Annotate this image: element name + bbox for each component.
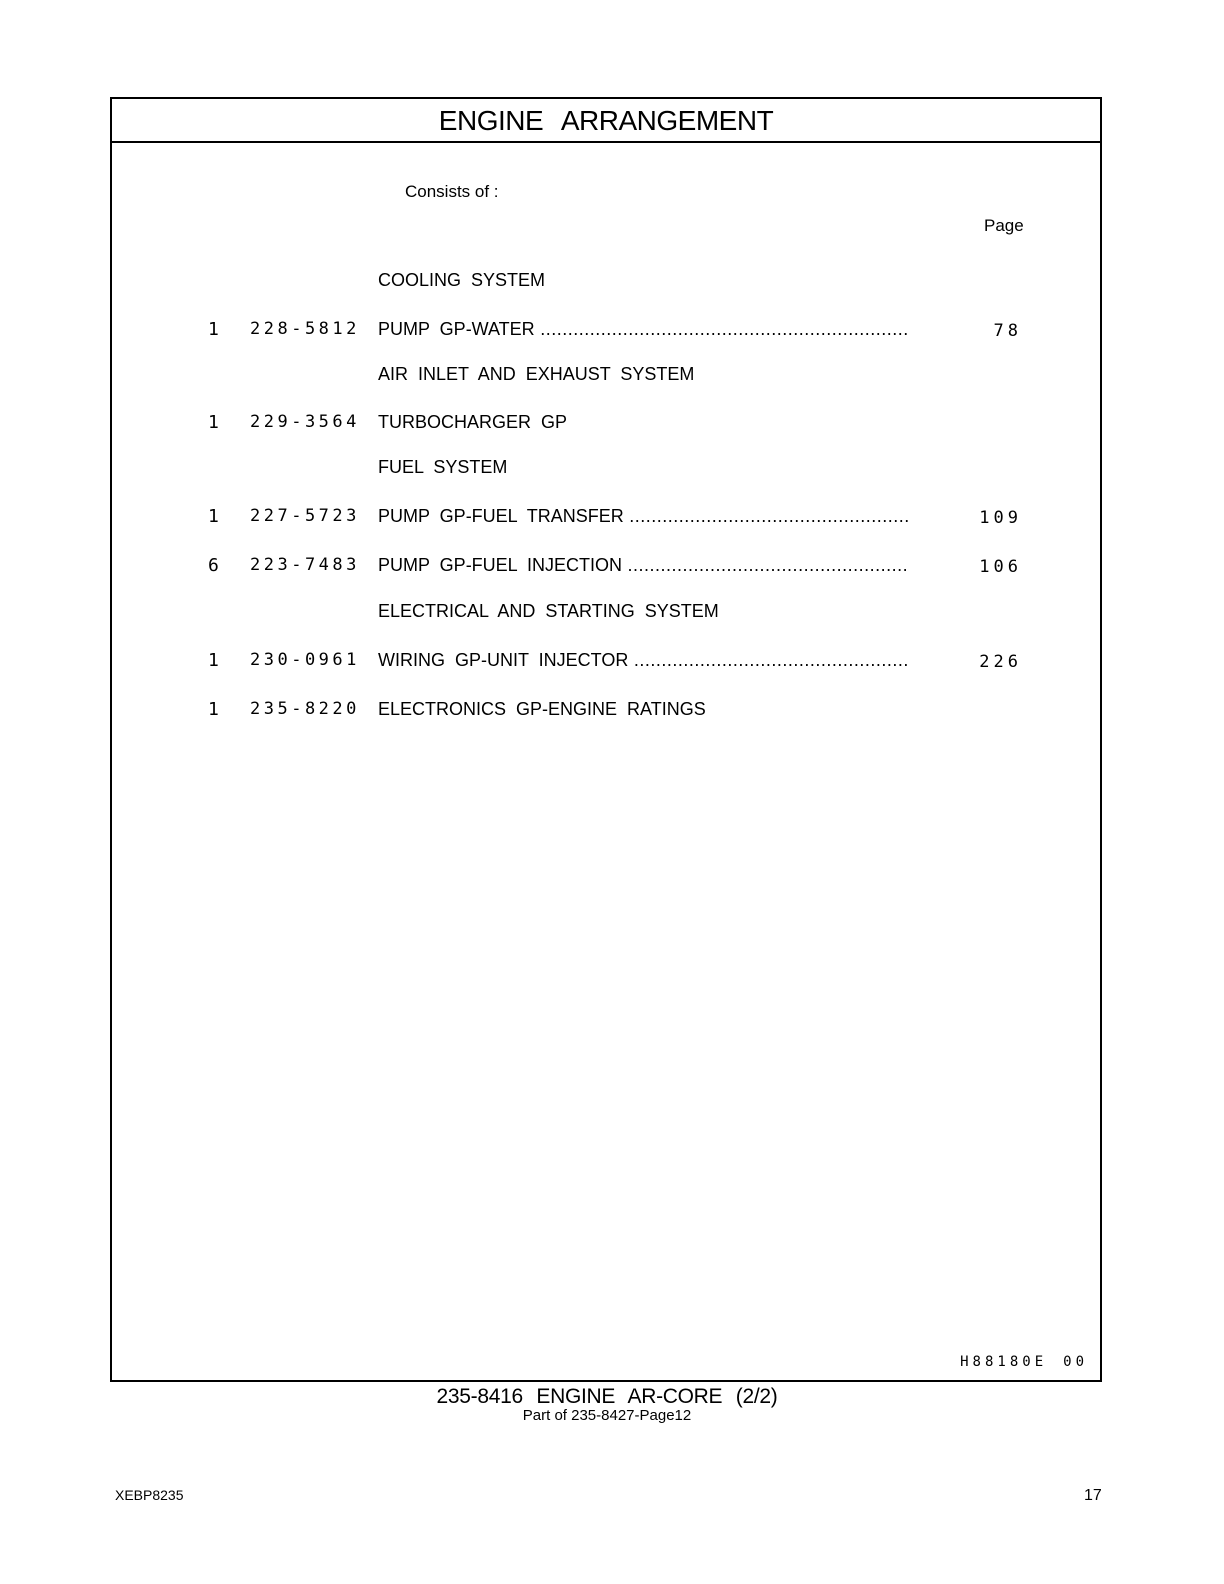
page-reference: 106 <box>979 557 1022 577</box>
page-title: ENGINE ARRANGEMENT <box>112 99 1100 143</box>
part-description: PUMP GP-WATER ..... <box>378 319 908 340</box>
footer-subtitle: Part of 235-8427-Page12 <box>522 1407 692 1424</box>
part-number: 229-3564 <box>250 412 360 432</box>
parts-row <box>112 699 1100 725</box>
engine-arrangement-frame <box>110 97 1102 1382</box>
illustration-code <box>960 1354 1088 1370</box>
part-number: 223-7483 <box>250 555 360 575</box>
page-reference: 226 <box>979 652 1022 672</box>
page-reference: 78 <box>993 321 1022 341</box>
part-description: PUMP GP-FUEL TRANSFER ..... <box>378 506 908 527</box>
footer-title: 235-8416 ENGINE AR-CORE (2/2) <box>436 1385 778 1408</box>
part-description: WIRING GP-UNIT INJECTOR ..... <box>378 650 908 671</box>
parts-row <box>112 650 1100 676</box>
part-description: TURBOCHARGER GP <box>378 412 568 432</box>
part-number: 228-5812 <box>250 319 360 339</box>
parts-row <box>112 506 1100 532</box>
illustration-revision: 00 <box>1063 1354 1088 1370</box>
part-description: ELECTRONICS GP-ENGINE RATINGS <box>378 699 706 719</box>
part-number: 227-5723 <box>250 506 360 526</box>
part-number: 230-0961 <box>250 650 360 670</box>
section-heading-fuel: FUEL SYSTEM <box>378 457 508 477</box>
quantity: 6 <box>208 555 219 576</box>
section-heading-electrical-starting: ELECTRICAL AND STARTING SYSTEM <box>378 601 719 621</box>
section-heading-cooling: COOLING SYSTEM <box>378 270 546 290</box>
section-heading-air-inlet-exhaust: AIR INLET AND EXHAUST SYSTEM <box>378 364 695 384</box>
consists-of-label: Consists of : <box>405 182 499 201</box>
quantity: 1 <box>208 699 219 720</box>
part-description: PUMP GP-FUEL INJECTION ..... <box>378 555 908 576</box>
quantity: 1 <box>208 319 219 340</box>
page-number: 17 <box>1084 1487 1102 1504</box>
quantity: 1 <box>208 506 219 527</box>
part-number: 235-8220 <box>250 699 360 719</box>
illustration-code-id: H88180E <box>960 1354 1048 1370</box>
quantity: 1 <box>208 412 219 433</box>
page-column-header: Page <box>984 216 1024 235</box>
parts-row <box>112 319 1100 345</box>
page-reference: 109 <box>979 508 1022 528</box>
document-id: XEBP8235 <box>115 1487 184 1503</box>
parts-row <box>112 412 1100 438</box>
quantity: 1 <box>208 650 219 671</box>
parts-row <box>112 555 1100 581</box>
